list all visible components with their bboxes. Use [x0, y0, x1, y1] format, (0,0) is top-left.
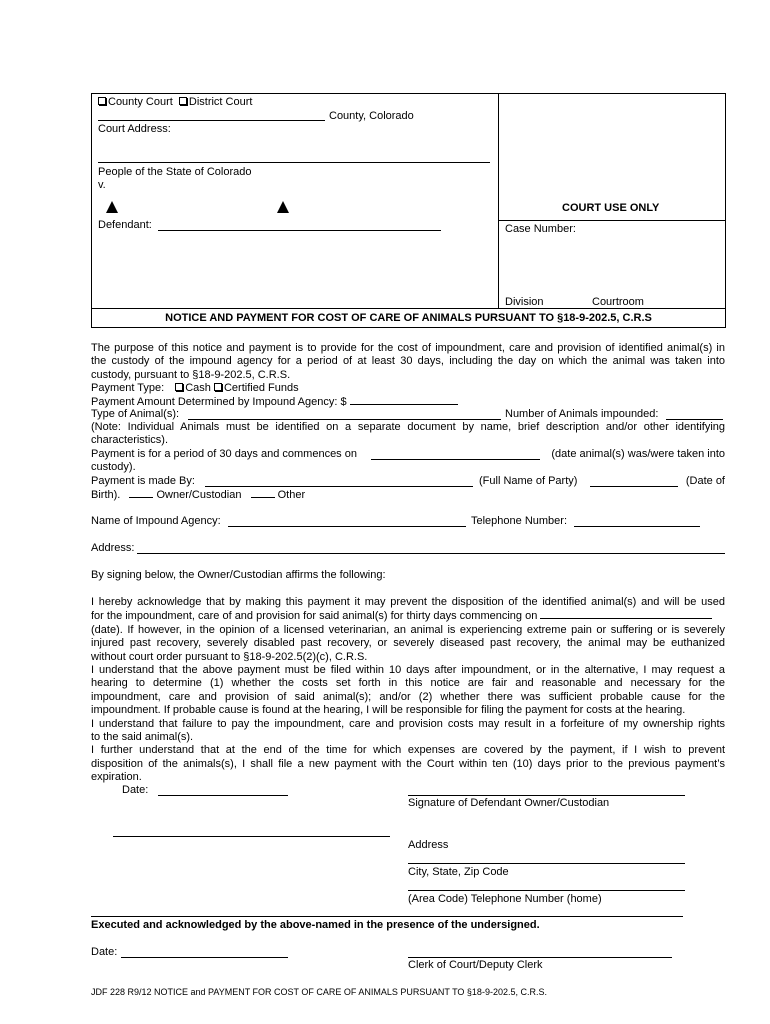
understand-1-line-3: impoundment, care and provision of said animal(s); and/or (2) whether there was sufficient probable cause for the — [91, 690, 725, 703]
date-of-birth-blank[interactable] — [590, 486, 678, 487]
ack-line-3: (date). If however, in the opinion of a licensed veterinarian, an animal is experiencing extreme pain or suffering or is severely — [91, 623, 725, 636]
type-of-animals-label: Type of Animal(s): — [91, 408, 180, 420]
triangle-right-icon — [277, 201, 289, 217]
telephone-blank[interactable] — [574, 526, 700, 527]
address-blank[interactable] — [137, 553, 725, 554]
understand-1-line-2: hearing to determine (1) whether the costs set forth in this notice are fair and reasonable and necessary for the — [91, 677, 725, 690]
owner-custodian-blank[interactable] — [129, 488, 153, 498]
sig-date-label: Date: — [122, 784, 149, 796]
district-court-label: District Court — [188, 96, 253, 108]
other-label: Other — [277, 489, 306, 501]
case-number-label: Case Number: — [505, 223, 576, 235]
court-address-blank[interactable] — [98, 162, 490, 163]
note-paragraph — [91, 421, 725, 448]
ack-line-2 — [91, 609, 725, 623]
printed-name-line[interactable] — [113, 836, 390, 837]
note-line-2: characteristics). — [91, 434, 169, 447]
telephone-label: Telephone Number: — [471, 515, 568, 527]
number-impounded-blank[interactable] — [666, 419, 723, 420]
court-address-label: Court Address: — [98, 123, 171, 135]
period-date-note: (date animal(s) was/were taken into — [551, 448, 725, 460]
understand-1-line-1: I understand that the above payment must be filed within 10 days after impoundment, or in the alternative, I may request a — [91, 664, 725, 677]
certified-funds-checkbox[interactable] — [214, 383, 222, 391]
period-custody-label: custody). — [91, 461, 136, 473]
payment-amount-label: Payment Amount Determined by Impound Agency: $ — [91, 396, 347, 408]
sig-date-blank[interactable] — [158, 795, 288, 796]
agency-name-label: Name of Impound Agency: — [91, 515, 221, 527]
purpose-line-3: custody, pursuant to §18-9-202.5, C.R.S. — [91, 368, 291, 381]
ack-line-2-text: for the impoundment, care of and provision for said animal(s) for thirty days commencing on — [91, 610, 538, 623]
certified-funds-label: Certified Funds — [223, 382, 299, 394]
executed-divider — [91, 916, 683, 917]
birth-label: Birth). — [91, 489, 121, 501]
division-label: Division — [505, 296, 544, 308]
payment-amount-row — [91, 395, 458, 409]
county-court-checkbox[interactable] — [98, 97, 106, 105]
county-name-blank[interactable] — [98, 120, 325, 121]
payment-amount-blank[interactable] — [350, 395, 458, 405]
defendant-blank[interactable] — [158, 230, 441, 231]
agency-name-blank[interactable] — [228, 526, 466, 527]
made-by-label: Payment is made By: — [91, 475, 195, 487]
city-state-zip-line[interactable] — [408, 863, 685, 864]
ack-line-5: without court order pursuant to §18-9-202.5(2)(c), C.R.S. — [91, 650, 368, 663]
triangle-left-icon — [106, 201, 118, 217]
address-label: Address: — [91, 542, 135, 554]
defendant-label: Defendant: — [98, 219, 152, 231]
note-line-1: (Note: Individual Animals must be identified on a separate document by name, brief description and/or other identifying — [91, 421, 725, 433]
courtroom-label: Courtroom — [592, 296, 644, 308]
county-court-label: County Court — [108, 96, 173, 108]
type-of-animals-blank[interactable] — [188, 419, 501, 420]
understand-2-line-2: to the said animal(s). — [91, 731, 194, 744]
purpose-line-2: the custody of the impound agency for a period of at least 30 days, including the day on which the animal was taken into — [91, 355, 725, 368]
county-colorado-label: County, Colorado — [329, 110, 414, 122]
understand-2-line-1: I understand that failure to pay the impoundment, care and provision costs may result in a forfeiture of my ownership rights — [91, 717, 725, 730]
owner-custodian-label: Owner/Custodian — [156, 489, 242, 501]
executed-statement: Executed and acknowledged by the above-named in the presence of the undersigned. — [91, 919, 540, 931]
phone-home-line[interactable] — [408, 890, 685, 891]
city-state-zip-label: City, State, Zip Code — [408, 866, 509, 878]
other-blank[interactable] — [251, 488, 275, 498]
birth-row — [91, 488, 305, 502]
understand-3-line-1: I further understand that at the end of the time for which expenses are covered by the payment, if I wish to prevent — [91, 744, 725, 757]
district-court-checkbox[interactable] — [179, 97, 187, 105]
signing-below-label: By signing below, the Owner/Custodian affirms the following: — [91, 569, 386, 581]
full-name-label: (Full Name of Party) — [479, 475, 578, 487]
made-by-blank[interactable] — [205, 486, 473, 487]
form-title: NOTICE AND PAYMENT FOR COST OF CARE OF ANIMALS PURSUANT TO §18-9-202.5, C.R.S — [165, 312, 652, 324]
people-label: People of the State of Colorado — [98, 166, 252, 178]
purpose-paragraph — [91, 342, 725, 382]
caption-divider-vertical — [498, 93, 499, 309]
date-of-label: (Date of — [685, 475, 725, 487]
payment-type-row — [91, 382, 299, 395]
versus-label: v. — [98, 179, 106, 191]
number-impounded-label: Number of Animals impounded: — [505, 408, 659, 420]
ack-line-1: I hereby acknowledge that by making this payment it may prevent the disposition of the identified animal(s) and will be used — [91, 596, 725, 608]
clerk-signature-line[interactable] — [408, 957, 672, 958]
commencing-date-blank[interactable] — [540, 609, 712, 619]
sig-defendant-line[interactable] — [408, 795, 685, 796]
understand-1-line-4: impoundment. If probable cause is found at the hearing, I will be responsible for filing the payment for costs at the hearing. — [91, 704, 686, 717]
cash-label: Cash — [185, 382, 211, 394]
period-label: Payment is for a period of 30 days and commences on — [91, 448, 357, 460]
court-type-checkboxes — [98, 96, 252, 109]
period-date-blank[interactable] — [371, 459, 540, 460]
clerk-date-blank[interactable] — [121, 957, 288, 958]
cash-checkbox[interactable] — [175, 383, 183, 391]
court-use-only-label: COURT USE ONLY — [562, 202, 660, 214]
sig-defendant-label: Signature of Defendant Owner/Custodian — [408, 797, 610, 809]
understand-3-line-3: expiration. — [91, 771, 142, 784]
purpose-line-1: The purpose of this notice and payment is to provide for the cost of impoundment, care and provision of identified animal(s) in — [91, 342, 725, 354]
ack-line-4: injured past recovery, severely disabled past recovery, or severely diseased past recovery, the animal may be euthanized — [91, 637, 725, 650]
understand-3-line-2: disposition of the animals(s), I shall file a new payment with the Court within ten (10) days prior to the previous payment’s — [91, 757, 725, 770]
phone-home-label: (Area Code) Telephone Number (home) — [408, 893, 602, 905]
clerk-label: Clerk of Court/Deputy Clerk — [408, 959, 543, 971]
footer-text: JDF 228 R9/12 NOTICE and PAYMENT FOR COST OF CARE OF ANIMALS PURSUANT TO §18-9-202.5, C.R.S. — [91, 987, 547, 997]
acknowledgement-paragraph — [91, 596, 725, 785]
payment-type-label: Payment Type: — [91, 382, 165, 394]
clerk-date-label: Date: — [91, 946, 118, 958]
sig-address-label: Address — [408, 839, 449, 851]
court-use-divider — [498, 220, 726, 221]
